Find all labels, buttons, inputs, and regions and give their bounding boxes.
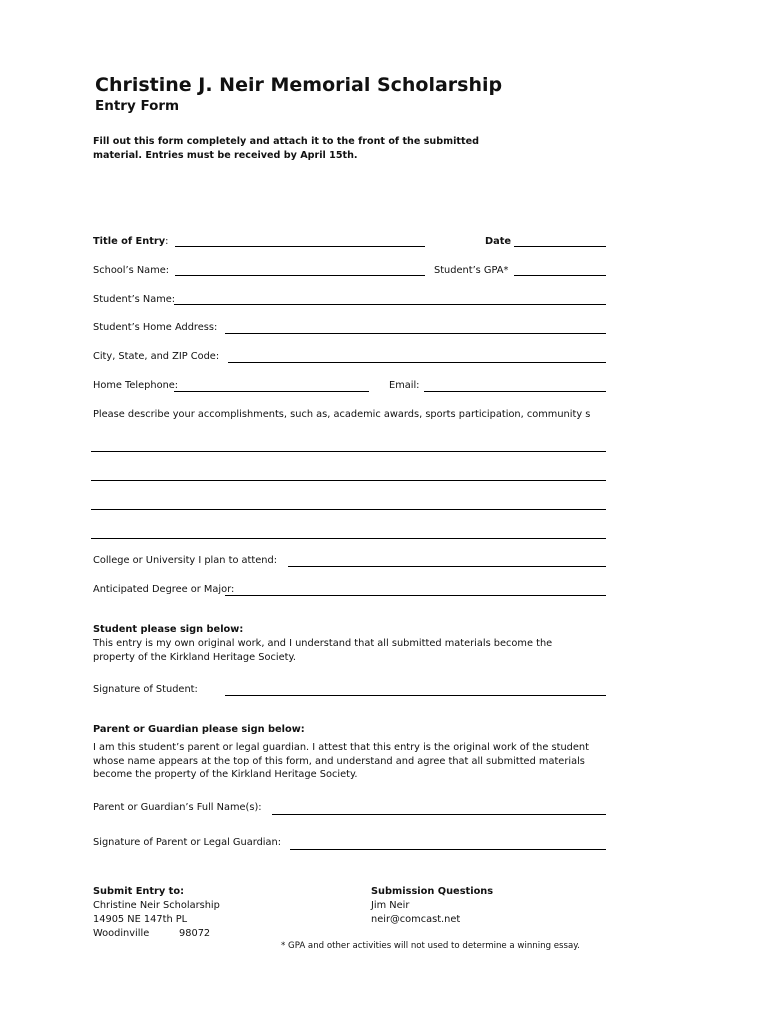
- student-signature-label: Signature of Student:: [93, 684, 198, 695]
- submit-city: Woodinville: [93, 928, 150, 939]
- schools-name-field[interactable]: [175, 275, 425, 276]
- date-label: Date: [485, 236, 512, 247]
- submit-zip: 98072: [179, 928, 211, 939]
- form-title: Christine J. Neir Memorial Scholarship: [95, 74, 503, 96]
- students-name-field[interactable]: [174, 304, 606, 305]
- date-field[interactable]: [514, 246, 606, 247]
- submit-entry-heading: Submit Entry to:: [93, 886, 185, 897]
- students-gpa-field[interactable]: [514, 275, 606, 276]
- title-of-entry-label: Title of Entry:: [93, 236, 169, 247]
- form-subtitle: Entry Form: [95, 98, 180, 114]
- accomplishments-line-3[interactable]: [91, 509, 606, 510]
- gpa-footnote: * GPA and other activities will not used to determine a winning essay.: [281, 941, 580, 951]
- students-name-label: Student’s Name:: [93, 294, 176, 305]
- home-address-field[interactable]: [225, 333, 606, 334]
- schools-name-label: School’s Name:: [93, 265, 170, 276]
- student-sign-text: This entry is my own original work, and I understand that all submitted materials become the property of the Kirkland Heritage Society.: [93, 638, 553, 663]
- college-field[interactable]: [288, 566, 606, 567]
- submit-line-2: 14905 NE 147th PL: [93, 914, 188, 925]
- questions-name: Jim Neir: [371, 900, 410, 911]
- accomplishments-line-2[interactable]: [91, 480, 606, 481]
- students-gpa-label: Student’s GPA*: [434, 265, 509, 276]
- parent-full-name-field[interactable]: [272, 814, 606, 815]
- student-signature-field[interactable]: [225, 695, 606, 696]
- email-field[interactable]: [424, 391, 606, 392]
- accomplishments-line-1[interactable]: [91, 451, 606, 452]
- city-state-zip-field[interactable]: [228, 362, 606, 363]
- degree-label: Anticipated Degree or Major:: [93, 584, 235, 595]
- title-of-entry-field[interactable]: [175, 246, 425, 247]
- home-telephone-field[interactable]: [174, 391, 369, 392]
- accomplishments-line-4[interactable]: [91, 538, 606, 539]
- home-telephone-label: Home Telephone:: [93, 380, 179, 391]
- parent-sign-heading: Parent or Guardian please sign below:: [93, 724, 305, 735]
- email-label: Email:: [389, 380, 420, 391]
- accomplishments-label: Please describe your accomplishments, such as, academic awards, sports participation, community s: [93, 409, 591, 420]
- parent-full-name-label: Parent or Guardian’s Full Name(s):: [93, 802, 262, 813]
- questions-email[interactable]: neir@comcast.net: [371, 914, 461, 925]
- home-address-label: Student’s Home Address:: [93, 322, 218, 333]
- parent-sign-text: I am this student’s parent or legal guardian. I attest that this entry is the original work of the student whose name appears at the top of this form, and understand and agree that all submitted materials become the property of the Kirkland Heritage Society.: [93, 742, 589, 780]
- degree-field[interactable]: [225, 595, 606, 596]
- college-label: College or University I plan to attend:: [93, 555, 277, 566]
- questions-heading: Submission Questions: [371, 886, 494, 897]
- submit-line-1: Christine Neir Scholarship: [93, 900, 220, 911]
- city-state-zip-label: City, State, and ZIP Code:: [93, 351, 220, 362]
- parent-signature-field[interactable]: [290, 849, 606, 850]
- form-instructions: Fill out this form completely and attach it to the front of the submitted material. Entries must be received by April 15th.: [93, 136, 479, 161]
- student-sign-heading: Student please sign below:: [93, 624, 244, 635]
- parent-signature-label: Signature of Parent or Legal Guardian:: [93, 837, 282, 848]
